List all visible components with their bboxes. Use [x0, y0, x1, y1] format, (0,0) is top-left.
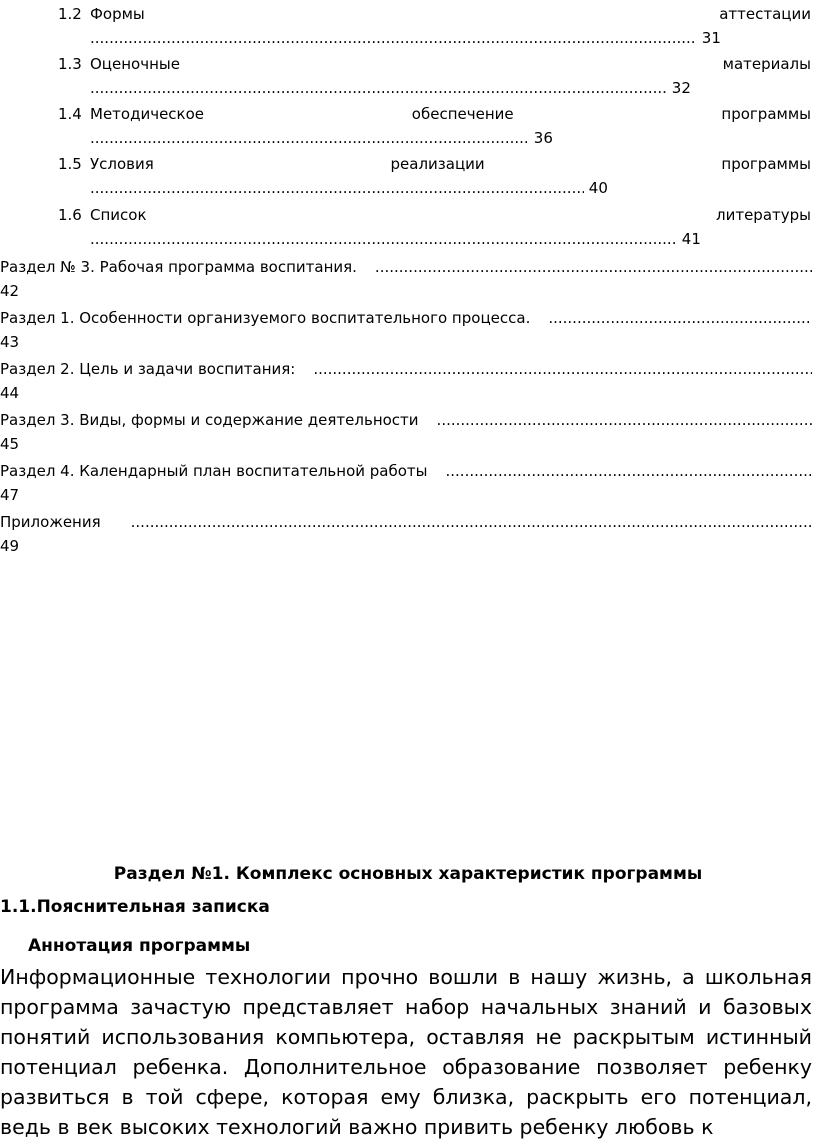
toc-section-title: Приложения [0, 513, 101, 531]
toc-page-number: 40 [588, 179, 608, 197]
toc-section-title: Раздел № 3. Рабочая программа воспитания. [0, 258, 357, 276]
toc-section-1-features[interactable] [0, 307, 812, 351]
toc-page-number: 43 [0, 333, 20, 351]
toc-page-number: 42 [0, 282, 20, 300]
annotation-paragraph: Информационные технологии прочно вошли в нашу жизнь, а школьная программа зачастую представляет набор начальных знаний и базовых понятий использования компьютера, оставляя не раскрытым истинный потенциал ребенка. Дополнительное образование позволяет ребенку развиться в той сфере, которая ему близка, раскрыть его потенциал, ведь в век высоких технологий важно привить ребенку любовь к [0, 965, 812, 1139]
subsection-title: 1.1.Пояснительная записка [0, 897, 270, 917]
toc-section-3-activities[interactable] [0, 409, 812, 453]
toc-item-number: 1.5 [58, 155, 82, 173]
toc-item-number: 1.6 [58, 206, 82, 224]
toc-item-word: Оценочные [90, 55, 180, 73]
toc-section-title: Раздел 3. Виды, формы и содержание деятельности [0, 411, 419, 429]
toc-item-word: реализации [390, 155, 485, 173]
toc-page-number: 41 [681, 230, 701, 248]
toc-item-word: материалы [722, 55, 811, 73]
toc-section-2-goals[interactable] [0, 358, 812, 402]
toc-section-appendices[interactable] [0, 511, 812, 555]
toc-section-3[interactable] [0, 256, 812, 300]
toc-item-1-5[interactable] [58, 153, 811, 197]
annotation-title: Аннотация программы [28, 936, 251, 956]
toc-item-word: Методическое [90, 105, 205, 123]
toc-item-word: программы [721, 105, 811, 123]
toc-section-title: Раздел 1. Особенности организуемого воспитательного процесса. [0, 309, 531, 327]
toc-item-number: 1.2 [58, 5, 82, 23]
toc-item-word: обеспечение [411, 105, 514, 123]
toc-section-title: Раздел 4. Календарный план воспитательной работы [0, 462, 428, 480]
toc-item-word: Список [90, 206, 147, 224]
toc-item-1-2[interactable] [58, 3, 811, 47]
toc-item-word: Формы [90, 5, 145, 23]
toc-item-word: литературы [716, 206, 811, 224]
toc-page-number: 36 [533, 129, 553, 147]
toc-section-title: Раздел 2. Цель и задачи воспитания: [0, 360, 296, 378]
toc-item-word: аттестации [719, 5, 811, 23]
toc-item-number: 1.4 [58, 105, 82, 123]
toc-section-4-calendar[interactable] [0, 460, 812, 504]
toc-page-number: 32 [671, 79, 691, 97]
section-title: Раздел №1. Комплекс основных характеристик программы [113, 864, 703, 884]
toc-page-number: 45 [0, 435, 20, 453]
toc-item-1-3[interactable] [58, 53, 811, 97]
toc-page-number: 47 [0, 486, 20, 504]
toc-item-1-4[interactable] [58, 103, 811, 147]
toc-item-word: Условия [90, 155, 154, 173]
toc-item-1-6[interactable] [58, 204, 811, 248]
toc-page-number: 31 [701, 29, 721, 47]
toc-item-number: 1.3 [58, 55, 82, 73]
toc-item-word: программы [721, 155, 811, 173]
toc-page-number: 49 [0, 537, 20, 555]
toc-page-number: 44 [0, 384, 20, 402]
